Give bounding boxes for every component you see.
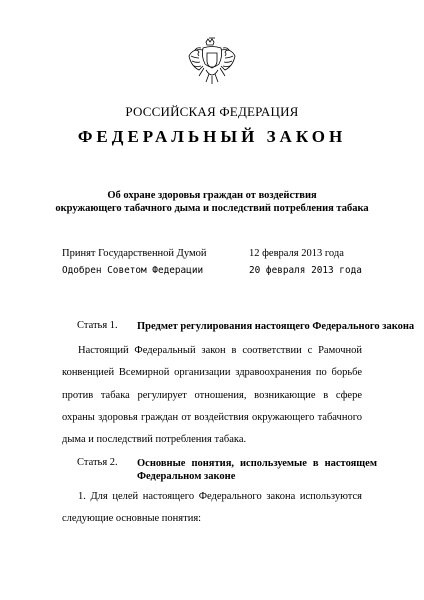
document-title xyxy=(40,189,384,215)
duma-adoption-label: Принят Государственной Думой xyxy=(62,248,207,259)
article-title: Предмет регулирования настоящего Федерального закона xyxy=(137,321,415,332)
duma-adoption-date: 12 февраля 2013 года xyxy=(249,248,344,259)
country-heading: РОССИЙСКАЯ ФЕДЕРАЦИЯ xyxy=(125,104,299,119)
document-type-heading: ФЕДЕРАЛЬНЫЙ ЗАКОН xyxy=(77,127,347,146)
document-title-line: окружающего табачного дыма и последствий потребления табака xyxy=(55,203,369,214)
article-number: Статья 1. xyxy=(77,320,118,331)
article-paragraph: 1. Для целей настоящего Федерального закона используются следующие основные понятия: xyxy=(62,491,362,525)
article-paragraph: Настоящий Федеральный закон в соответствии с Рамочной конвенцией Всемирной организации здравоохранения по борьбе против табака регулирует отношения, возникающие в сфере охраны здоровья граждан от воздействия окружающего табачного дыма и последствий потребления табака. xyxy=(62,345,362,446)
council-approval-label: Одобрен Советом Федерации xyxy=(62,265,204,276)
article-title: Основные понятия, используемые в настоящем Федеральном законе xyxy=(137,458,377,482)
council-approval-date: 20 февраля 2013 года xyxy=(249,265,362,276)
document-title-line: Об охране здоровья граждан от воздействия xyxy=(107,190,317,201)
russian-coat-of-arms-icon xyxy=(187,36,237,90)
article-number: Статья 2. xyxy=(77,457,118,468)
